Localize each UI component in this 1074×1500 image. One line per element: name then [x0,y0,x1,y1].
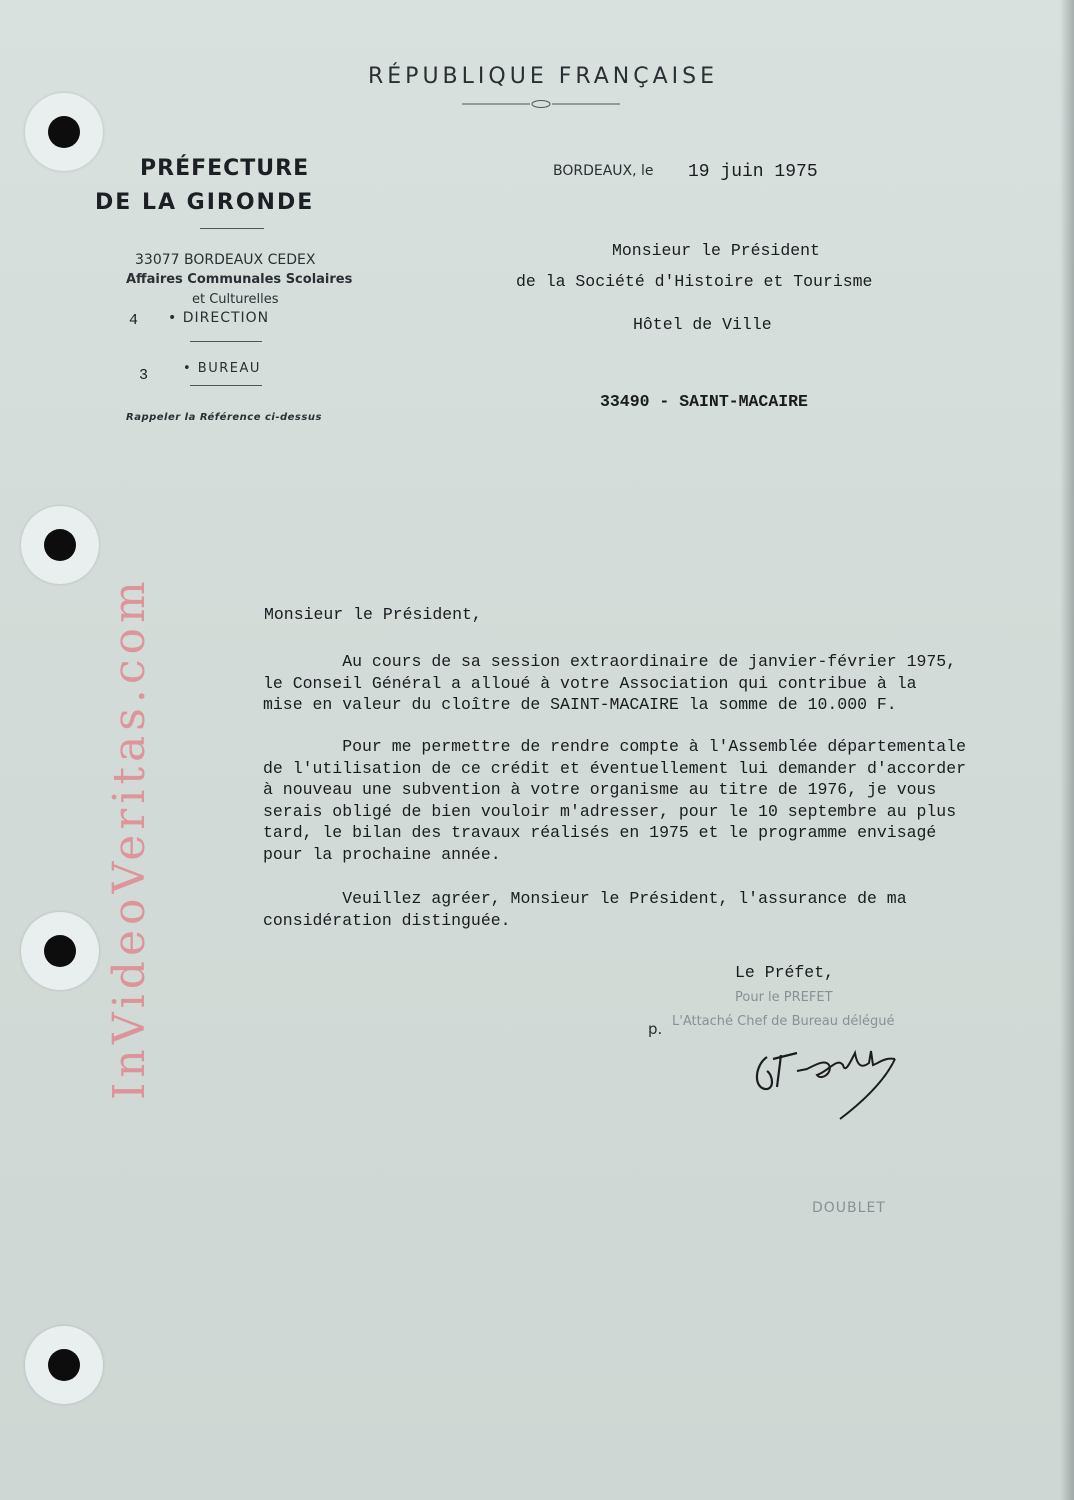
recipient-line-3: Hôtel de Ville [633,315,772,334]
signer-name: DOUBLET [812,1200,886,1216]
republique-heading: RÉPUBLIQUE FRANÇAISE [368,64,719,89]
letter-date: 19 juin 1975 [688,162,818,182]
punch-hole [25,1326,103,1404]
page-edge-shadow [1060,0,1074,1500]
prefecture-title: PRÉFECTURE [140,156,310,181]
watermark: InVideoVeritas.com [104,576,155,1100]
signature-stamp-prefix: p. [648,1020,663,1038]
prefecture-subtitle: DE LA GIRONDE [95,190,315,215]
recipient-line-4: 33490 - SAINT-MACAIRE [600,392,808,411]
punch-hole [21,506,99,584]
direction-label: • DIRECTION [168,310,270,326]
signature-stamp-line2: L'Attaché Chef de Bureau délégué [672,1014,895,1029]
body-paragraph-1: Au cours de sa session extraordinaire de janvier-février 1975, le Conseil Général a alloué à votre Association qui contribue à la mise en valeur du cloître de SAINT-MACAIRE la somme de 10.000 F. [263,652,957,714]
recipient-line-1: Monsieur le Président [612,241,820,260]
bureau-number: 3 [139,367,149,384]
sender-service-cont: et Culturelles [192,292,279,307]
punch-hole [25,93,103,171]
reference-note: Rappeler la Référence ci-dessus [126,412,322,423]
body-paragraph-3: Veuillez agréer, Monsieur le Président, l'assurance de ma considération distinguée. [263,889,907,930]
bureau-label: • BUREAU [183,361,261,376]
direction-number: 4 [129,312,139,329]
signature-stamp-line1: Pour le PREFET [735,990,833,1005]
salutation: Monsieur le Président, [264,605,482,624]
punch-hole [21,912,99,990]
signature-title: Le Préfet, [735,963,835,982]
ornament-divider [462,98,620,110]
bureau-rule [190,385,262,386]
date-place: BORDEAUX, le [553,163,654,179]
recipient-line-2: de la Société d'Histoire et Tourisme [516,272,873,291]
handwritten-signature [745,1035,915,1125]
body-paragraph-2: Pour me permettre de rendre compte à l'Assemblée départementale de l'utilisation de ce crédit et éventuellement lui demander d'accorder à nouveau une subvention à votre organisme au titre de 1976, je vous serais obligé de bien vouloir m'adresser, pour le 10 septembre au plus tard, le bilan des travaux réalisés en 1975 et le programme envisagé pour la prochaine année. [263,737,967,864]
sender-service: Affaires Communales Scolaires [126,272,353,287]
sender-postal: 33077 BORDEAUX CEDEX [135,252,316,268]
direction-rule [190,341,262,342]
prefecture-underline [200,228,264,229]
